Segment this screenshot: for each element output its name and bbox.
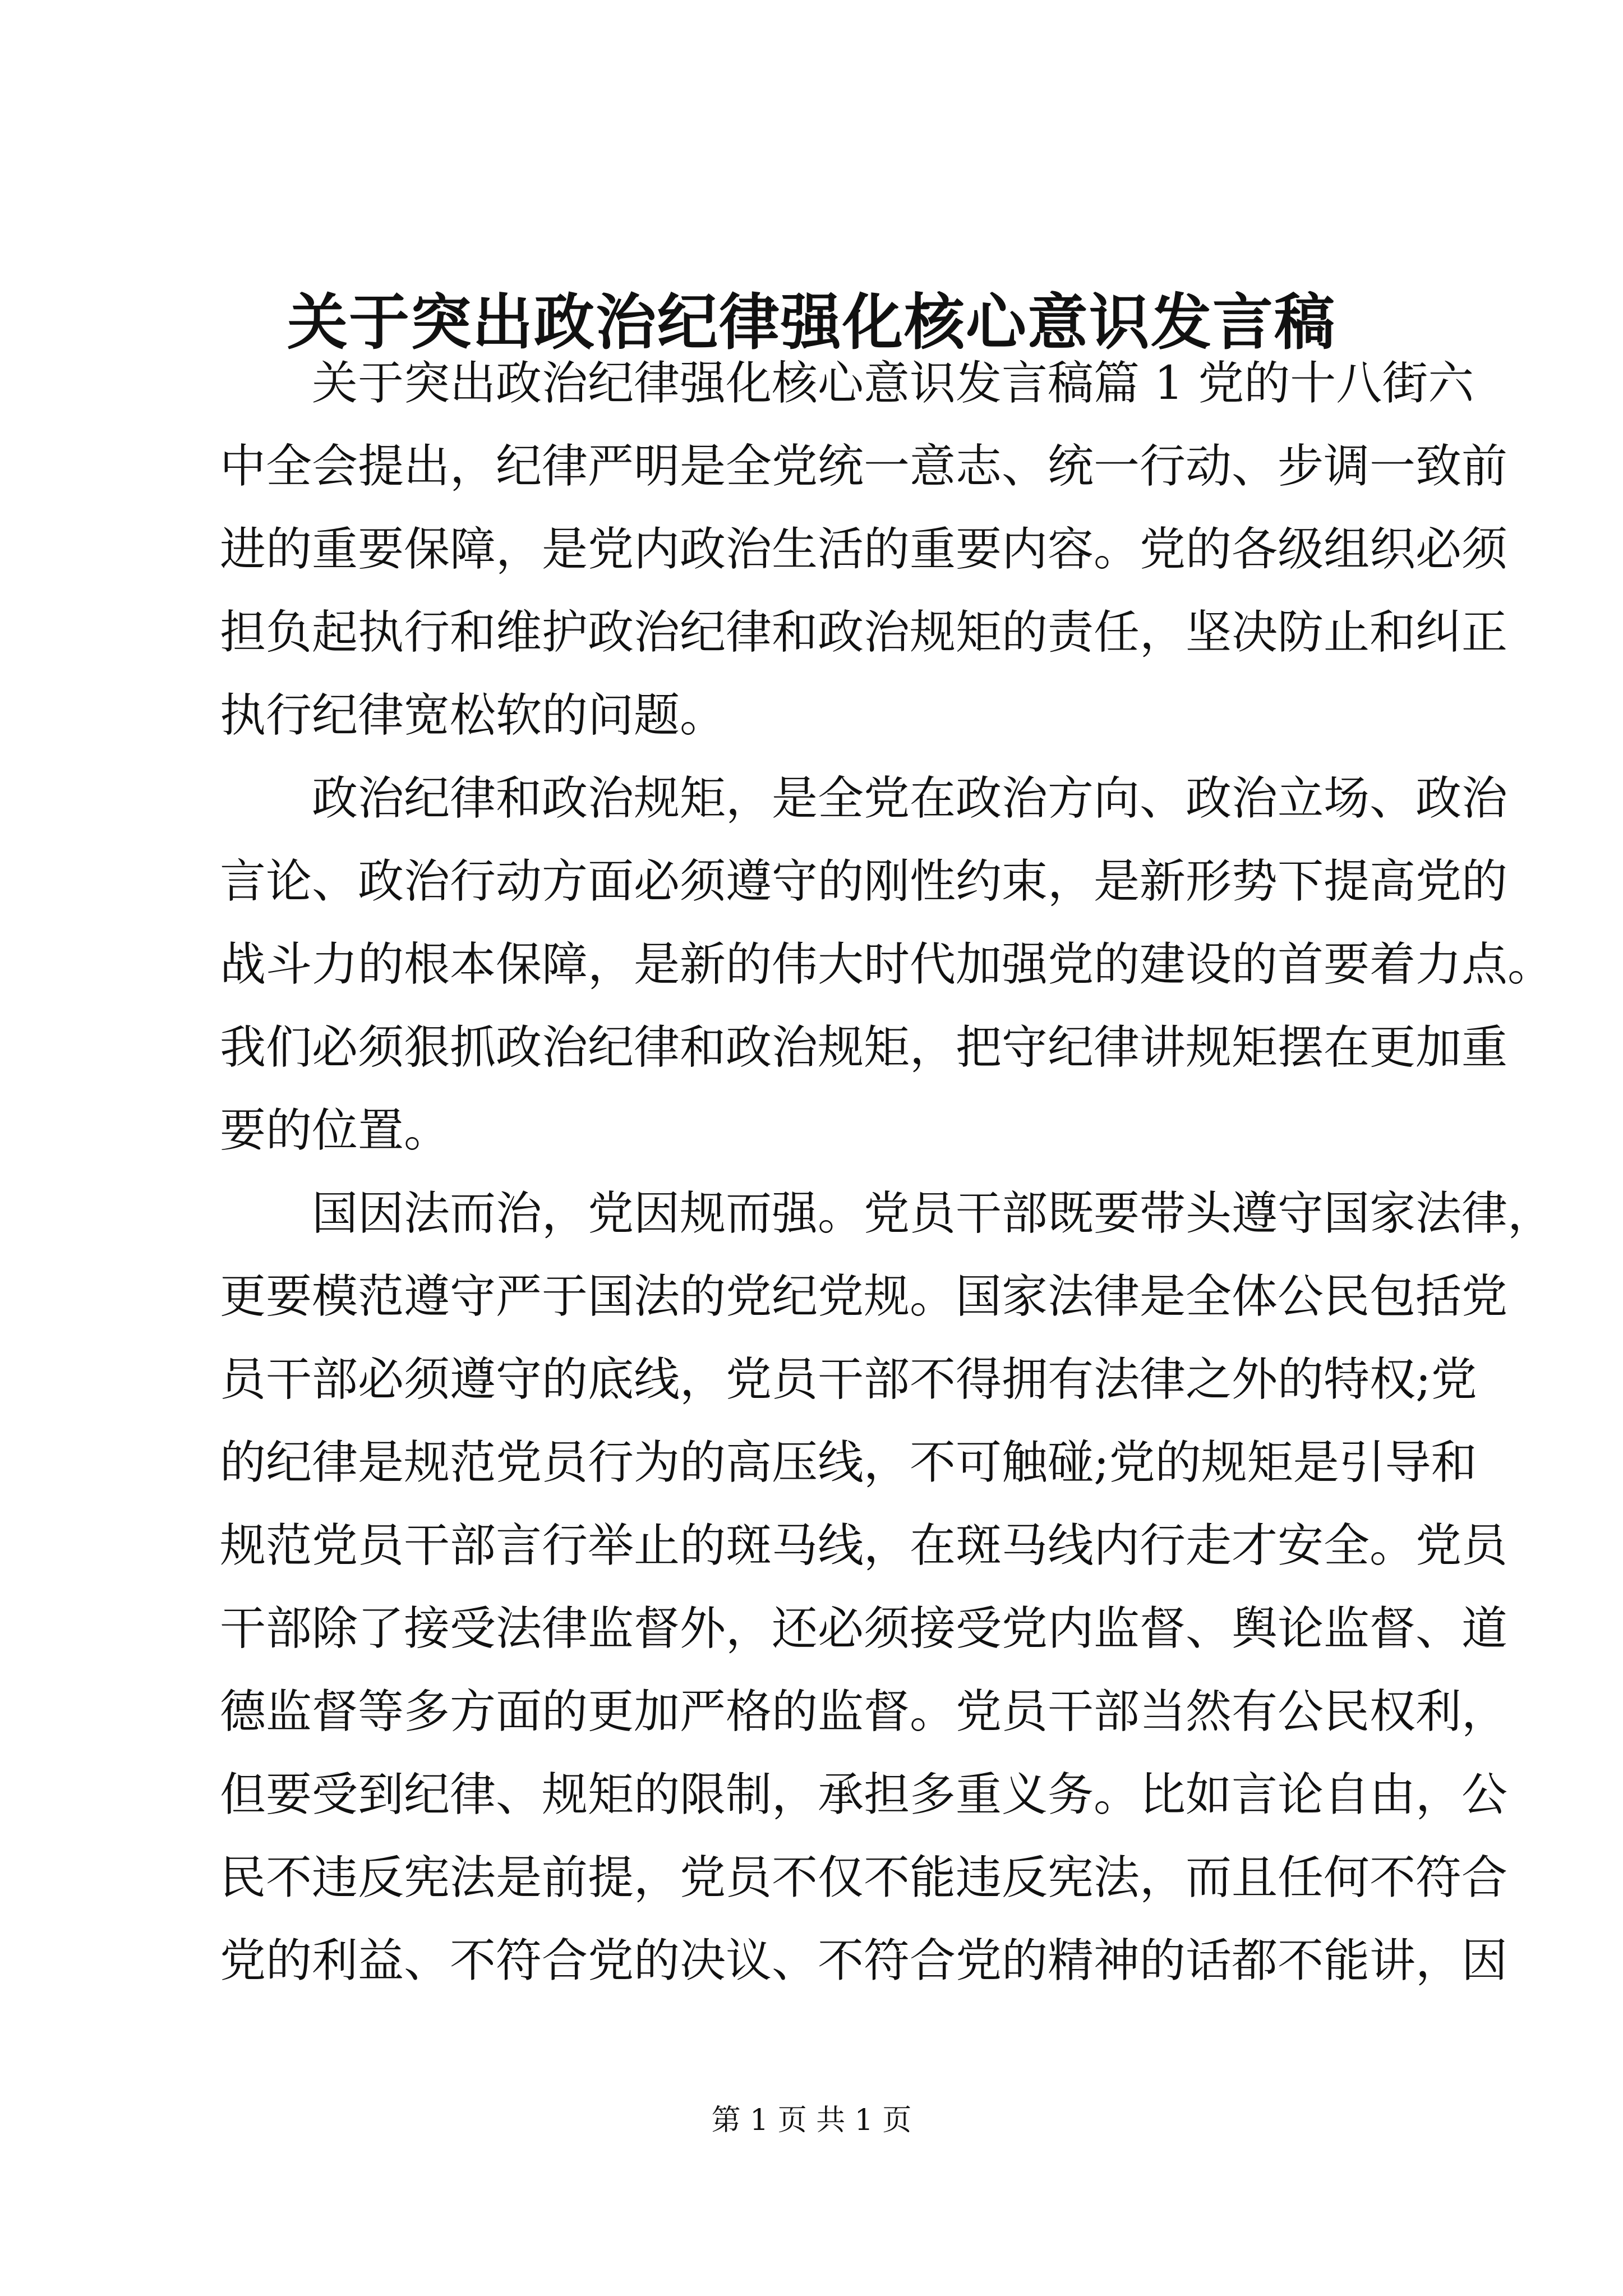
paragraph-1 bbox=[220, 342, 1508, 757]
paragraph-2 bbox=[220, 757, 1554, 1172]
document-body bbox=[220, 342, 1554, 2003]
text-line: 政治纪律和政治规矩，是全党在政治方向、政治立场、政治 bbox=[312, 772, 1508, 825]
text-line: 战斗力的根本保障，是新的伟大时代加强党的建设的首要着力点。 bbox=[220, 938, 1554, 991]
text-line: 员干部必须遵守的底线，党员干部不得拥有法律之外的特权;党 bbox=[220, 1353, 1477, 1406]
text-line: 进的重要保障，是党内政治生活的重要内容。党的各级组织必须 bbox=[220, 523, 1508, 576]
text-line: 中全会提出，纪律严明是全党统一意志、统一行动、步调一致前 bbox=[220, 440, 1508, 493]
text-line: 规范党员干部言行举止的斑马线，在斑马线内行走才安全。党员 bbox=[220, 1519, 1508, 1572]
text-line: 执行纪律宽松软的问题。 bbox=[220, 689, 726, 742]
text-line: 我们必须狠抓政治纪律和政治规矩，把守纪律讲规矩摆在更加重 bbox=[220, 1021, 1508, 1074]
text-line: 要的位置。 bbox=[220, 1104, 450, 1157]
text-line: 的纪律是规范党员行为的高压线，不可触碰;党的规矩是引导和 bbox=[220, 1436, 1477, 1489]
document-title: 关于突出政治纪律强化核心意识发言稿 bbox=[287, 287, 1336, 358]
text-line: 干部除了接受法律监督外，还必须接受党内监督、舆论监督、道 bbox=[220, 1602, 1508, 1655]
text-line: 关于突出政治纪律强化核心意识发言稿篇 1 党的十八街六 bbox=[312, 357, 1474, 410]
text-line: 党的利益、不符合党的决议、不符合党的精神的话都不能讲，因 bbox=[220, 1934, 1508, 1987]
page-footer: 第 1 页 共 1 页 bbox=[711, 2104, 912, 2137]
text-line: 更要模范遵守严于国法的党纪党规。国家法律是全体公民包括党 bbox=[220, 1270, 1508, 1323]
text-line: 但要受到纪律、规矩的限制，承担多重义务。比如言论自由，公 bbox=[220, 1768, 1508, 1821]
paragraph-3 bbox=[220, 1172, 1554, 2003]
text-line: 民不违反宪法是前提，党员不仅不能违反宪法，而且任何不符合 bbox=[220, 1851, 1508, 1904]
text-line: 国因法而治，党因规而强。党员干部既要带头遵守国家法律， bbox=[312, 1187, 1554, 1240]
text-line: 担负起执行和维护政治纪律和政治规矩的责任，坚决防止和纠正 bbox=[220, 606, 1508, 659]
text-line: 言论、政治行动方面必须遵守的刚性约束，是新形势下提高党的 bbox=[220, 855, 1508, 908]
text-line: 德监督等多方面的更加严格的监督。党员干部当然有公民权利， bbox=[220, 1685, 1508, 1738]
